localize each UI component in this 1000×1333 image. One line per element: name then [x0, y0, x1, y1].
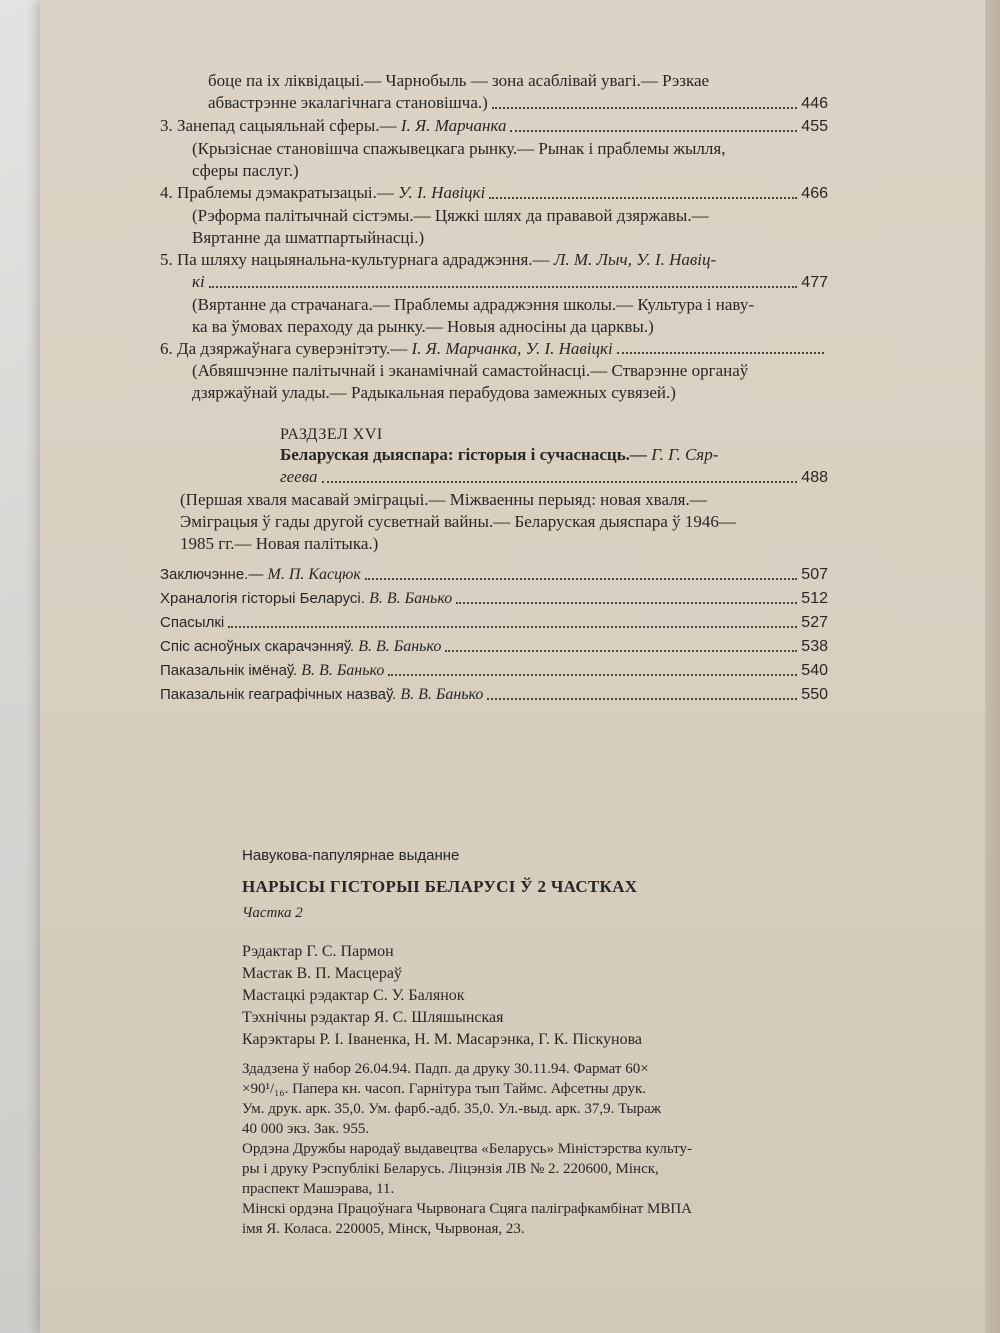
- part-label: Частка 2: [242, 905, 303, 921]
- page-number: 466: [801, 185, 828, 202]
- toc-entry: [180, 489, 828, 555]
- page-number: 538: [801, 638, 828, 655]
- spec-line: імя Я. Коласа. 220005, Мінск, Чырвоная, 23.: [242, 1221, 525, 1237]
- toc-line: Вяртанне да шматпартыйнасці.): [192, 228, 425, 247]
- section-title: Беларуская дыяспара: гісторыя і сучаснасць.— Г. Г. Сяр- геева 488: [160, 444, 828, 489]
- toc-entry: [160, 115, 828, 182]
- credit-line: Тэхнічны рэдактар Я. С. Шляшынская: [242, 1009, 504, 1026]
- toc-author: В. В. Банько: [358, 638, 442, 655]
- toc-title: 3. Занепад сацыяльнай сферы.— І. Я. Марчанка: [160, 116, 507, 135]
- print-specs: [242, 1059, 802, 1239]
- toc-title: Заключэнне.—: [160, 566, 268, 583]
- toc-author: У. І. Навіцкі: [398, 183, 486, 202]
- toc-title: Спасылкі: [160, 614, 225, 631]
- dot-leader: [322, 481, 798, 483]
- dot-leader: [209, 286, 798, 288]
- spec-line: ×90¹/₁₆. Папера кн. часоп. Гарнітура тып Таймс. Афсетны друк.: [242, 1081, 646, 1097]
- toc-entry: [160, 683, 828, 707]
- toc-line: (Крызіснае становішча спажывецкага рынку.— Рынак і праблемы жылля,: [192, 139, 726, 158]
- page-number: 446: [801, 95, 828, 112]
- toc-author: М. П. Касцюк: [267, 566, 361, 583]
- page-number: 527: [801, 614, 828, 631]
- toc-author: кі: [192, 272, 205, 291]
- dot-leader: [388, 674, 797, 676]
- toc-line: ка ва ўмовах пераходу да рынку.— Новыя адносіны да царквы.): [192, 317, 654, 336]
- spec-line: Ордэна Дружбы народаў выдавецтва «Беларусь» Міністэрства культу-: [242, 1141, 692, 1157]
- spec-line: Мінскі ордэна Працоўнага Чырвонага Сцяга паліграфкамбінат МВПА: [242, 1201, 692, 1217]
- credit-line: Рэдактар Г. С. Пармон: [242, 943, 394, 960]
- dot-leader: [617, 352, 824, 354]
- toc-author: В. В. Банько: [400, 686, 484, 703]
- credit-line: Мастак В. П. Масцераў: [242, 965, 402, 982]
- end-matter-list: [160, 563, 828, 707]
- toc-leader: [160, 182, 828, 205]
- publication-genre: Навукова-папулярнае выданне: [242, 847, 460, 864]
- toc-line: (Вяртанне да страчанага.— Праблемы адраджэння школы.— Культура і наву-: [192, 295, 755, 314]
- toc-entry: [160, 611, 828, 635]
- imprint-block: [242, 845, 802, 1239]
- toc-line: Эміграцыя ў гады другой сусветнай вайны.— Беларуская дыяспара ў 1946—: [180, 512, 736, 531]
- dot-leader: [445, 650, 797, 652]
- page-number: 455: [801, 118, 828, 135]
- dot-leader: [365, 578, 797, 580]
- credit-line: Карэктары Р. І. Іваненка, Н. М. Масарэнка, Г. К. Піскунова: [242, 1031, 643, 1048]
- toc-entry: [160, 249, 828, 338]
- dot-leader: [456, 602, 797, 604]
- toc-line: (Абвяшчэнне палітычнай і эканамічнай самастойнасці.— Стварэнне органаў: [192, 361, 749, 380]
- toc-author: В. В. Банько: [369, 590, 453, 607]
- spec-line: праспект Машэрава, 11.: [242, 1181, 395, 1197]
- toc-leader: [160, 338, 828, 360]
- toc-entry: [192, 70, 828, 115]
- toc-entry: [160, 635, 828, 659]
- dot-leader: [489, 197, 797, 199]
- toc-leader: [280, 466, 828, 489]
- toc-line: сферы паслуг.): [192, 161, 299, 180]
- spec-line: Ум. друк. арк. 35,0. Ум. фарб.-адб. 35,0. Ул.-выд. арк. 37,9. Тыраж: [242, 1101, 662, 1117]
- spec-line: Здадзена ў набор 26.04.94. Падп. да друку 30.11.94. Фармат 60×: [242, 1061, 649, 1077]
- toc-title: 5. Па шляху нацыянальна-культурнага адраджэння.— Л. М. Лыч, У. І. Навіц-: [160, 250, 717, 269]
- toc-entry: [160, 587, 828, 611]
- book-title: НАРЫСЫ ГІСТОРЫІ БЕЛАРУСІ Ў 2 ЧАСТКАХ: [242, 877, 638, 896]
- toc-author: Г. Г. Сяр-: [651, 445, 719, 464]
- credits-list: [242, 941, 802, 1051]
- toc-author: В. В. Банько: [301, 662, 385, 679]
- toc-line: боце па іх ліквідацыі.— Чарнобыль — зона асаблівай увагі.— Рэзкае: [208, 71, 710, 90]
- toc-leader: [208, 92, 828, 115]
- dot-leader: [228, 626, 797, 628]
- page-edge: [985, 0, 1000, 1333]
- toc-title: Паказальнік геаграфічных назваў.: [160, 686, 401, 703]
- toc-author: І. Я. Марчанка: [400, 116, 507, 135]
- toc-author: геева: [280, 467, 318, 486]
- page-number: 540: [801, 662, 828, 679]
- toc-line: дзяржаўнай улады.— Радыкальная перабудова замежных сувязей.): [192, 383, 676, 402]
- page-number: 477: [801, 274, 828, 291]
- toc-line: абвастрэнне экалагічнага становішча.): [208, 93, 488, 112]
- toc-title: 4. Праблемы дэмакратызацыі.— У. І. Навіцкі: [160, 183, 486, 202]
- spec-line: 40 000 экз. Зак. 955.: [242, 1121, 370, 1137]
- toc-leader: [160, 115, 828, 138]
- credit-line: Мастацкі рэдактар С. У. Балянок: [242, 987, 465, 1004]
- toc-author: Л. М. Лыч, У. І. Навіц-: [553, 250, 717, 269]
- toc-entry: [160, 182, 828, 249]
- page-number: 512: [801, 590, 828, 607]
- dot-leader: [492, 107, 798, 109]
- toc-entry: [160, 563, 828, 587]
- toc-title: Спіс асноўных скарачэнняў.: [160, 638, 359, 655]
- toc-title: Паказальнік імёнаў.: [160, 662, 302, 679]
- page-number: 507: [801, 566, 828, 583]
- toc-entry: [160, 338, 828, 404]
- toc-title: 6. Да дзяржаўнага суверэнітэту.— І. Я. Марчанка, У. І. Навіцкі: [160, 339, 613, 358]
- page-number: 488: [801, 469, 828, 486]
- page-number: 550: [801, 686, 828, 703]
- table-of-contents: [160, 70, 828, 707]
- toc-author: І. Я. Марчанка, У. І. Навіцкі: [411, 339, 613, 358]
- spec-line: ры і друку Рэспублікі Беларусь. Ліцэнзія ЛВ № 2. 220600, Мінск,: [242, 1161, 659, 1177]
- toc-entry: [160, 659, 828, 683]
- toc-leader: [160, 271, 828, 294]
- toc-line: (Рэформа палітычнай сістэмы.— Цяжкі шлях да прававой дзяржавы.—: [192, 206, 709, 225]
- toc-title: Храналогія гісторыі Беларусі.: [160, 590, 370, 607]
- dot-leader: [487, 698, 797, 700]
- toc-line: (Першая хваля масавай эміграцыі.— Міжваенны перыяд: новая хваля.—: [180, 490, 707, 509]
- section-heading: РАЗДЗЕЛ XVI: [280, 426, 383, 443]
- toc-line: 1985 гг.— Новая палітыка.): [180, 534, 379, 553]
- dot-leader: [510, 130, 797, 132]
